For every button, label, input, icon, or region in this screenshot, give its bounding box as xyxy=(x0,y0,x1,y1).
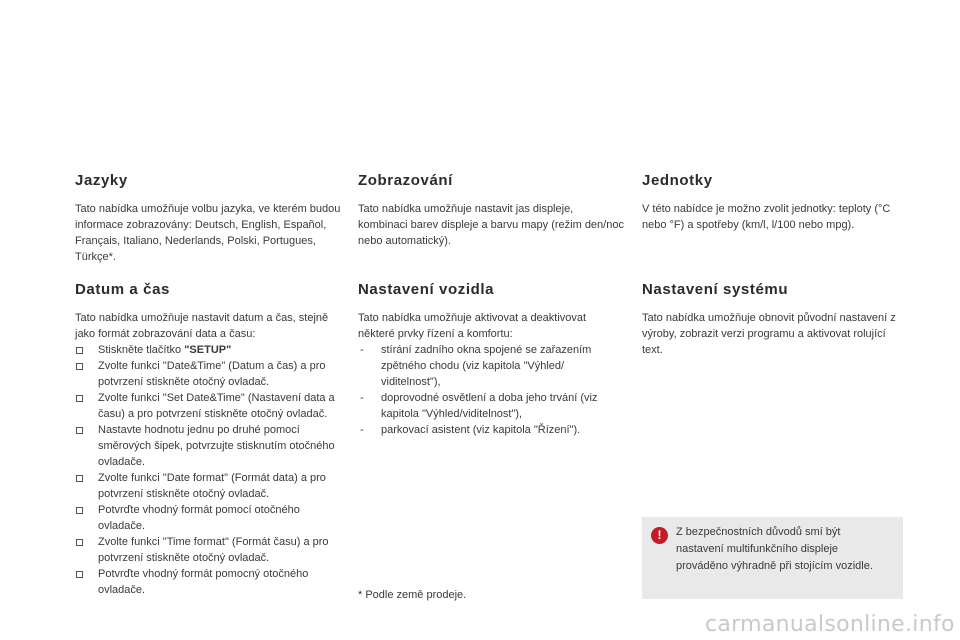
datetime-step xyxy=(75,534,343,566)
dash-marker: - xyxy=(360,424,364,436)
watermark: carmanualsonline.info xyxy=(705,612,955,637)
section-system xyxy=(642,281,908,358)
bullet-box-icon xyxy=(76,363,83,370)
vehicle-item xyxy=(358,342,624,390)
datetime-step xyxy=(75,502,343,534)
datetime-step xyxy=(75,422,343,470)
step-text: Stiskněte tlačítko xyxy=(98,344,185,356)
step-text: Zvolte funkci "Set Date&Time" (Nastavení data a času) a pro potvrzení stiskněte otočný ovladač. xyxy=(98,392,335,420)
section-datetime xyxy=(75,281,343,598)
units-heading: Jednotky xyxy=(642,172,713,189)
bullet-box-icon xyxy=(76,571,83,578)
datetime-steps-list xyxy=(75,342,343,598)
column-left xyxy=(75,172,343,598)
vehicle-item-text: stírání zadního okna spojené se zařazením zpětného chodu (viz kapitola "Výhled/ viditelnost"), xyxy=(381,344,592,388)
datetime-heading: Datum a čas xyxy=(75,281,170,298)
step-bold-text: "SETUP" xyxy=(184,344,232,356)
bullet-box-icon xyxy=(76,395,83,402)
step-text: Potvrďte vhodný formát pomocí otočného ovladače. xyxy=(98,504,300,532)
vehicle-item xyxy=(358,390,624,422)
section-languages xyxy=(75,172,343,265)
vehicle-item-text: doprovodné osvětlení a doba jeho trvání (viz kapitola "Výhled/viditelnost"), xyxy=(381,392,598,420)
datetime-intro: Tato nabídka umožňuje nastavit datum a čas, stejně jako formát zobrazování data a času: xyxy=(75,312,329,340)
section-vehicle xyxy=(358,281,624,438)
vehicle-items-list xyxy=(358,342,624,438)
vehicle-item xyxy=(358,422,624,438)
section-units xyxy=(642,172,908,233)
vehicle-heading: Nastavení vozidla xyxy=(358,281,495,298)
step-text: Zvolte funkci "Time format" (Formát času) a pro potvrzení stiskněte otočný ovladač. xyxy=(98,536,329,564)
safety-warning-box xyxy=(642,517,903,599)
bullet-box-icon xyxy=(76,427,83,434)
units-text: V této nabídce je možno zvolit jednotky: teploty (°C nebo °F) a spotřeby (km/l, l/100 nebo mpg). xyxy=(642,203,891,231)
step-text: Nastavte hodnotu jednu po druhé pomocí směrových šipek, potvrzujte stisknutím otočného ovladače. xyxy=(98,424,335,468)
datetime-step xyxy=(75,390,343,422)
bullet-box-icon xyxy=(76,539,83,546)
step-text: Zvolte funkci "Date&Time" (Datum a čas) a pro potvrzení stiskněte otočný ovladač. xyxy=(98,360,326,388)
datetime-step xyxy=(75,342,343,358)
datetime-step xyxy=(75,358,343,390)
dash-marker: - xyxy=(360,392,364,404)
bullet-box-icon xyxy=(76,475,83,482)
display-heading: Zobrazování xyxy=(358,172,453,189)
languages-text: Tato nabídka umožňuje volbu jazyka, ve kterém budou informace zobrazovány: Deutsch, English, Español, Français, Italiano, Nederlands, Polski, Portugues, Türkçe*. xyxy=(75,203,341,263)
exclamation-icon xyxy=(651,527,668,544)
step-text: Potvrďte vhodný formát pomocný otočného ovladače. xyxy=(98,568,309,596)
footnote: * Podle země prodeje. xyxy=(358,589,467,601)
vehicle-item-text: parkovací asistent (viz kapitola "Řízení"). xyxy=(381,424,581,436)
step-text: Zvolte funkci "Date format" (Formát data) a pro potvrzení stiskněte otočný ovladač. xyxy=(98,472,326,500)
vehicle-intro: Tato nabídka umožňuje aktivovat a deaktivovat některé prvky řízení a komfortu: xyxy=(358,312,587,340)
dash-marker: - xyxy=(360,344,364,356)
warning-text: Z bezpečnostních důvodů smí být nastavení multifunkčního displeje prováděno výhradně při stojícím vozidle. xyxy=(676,526,873,572)
column-middle xyxy=(358,172,624,438)
system-heading: Nastavení systému xyxy=(642,281,789,298)
bullet-box-icon xyxy=(76,507,83,514)
display-text: Tato nabídka umožňuje nastavit jas displeje, kombinaci barev displeje a barvu mapy (režim den/noc nebo automatický). xyxy=(358,203,624,247)
datetime-step xyxy=(75,566,343,598)
languages-heading: Jazyky xyxy=(75,172,128,189)
bullet-box-icon xyxy=(76,347,83,354)
datetime-step xyxy=(75,470,343,502)
system-text: Tato nabídka umožňuje obnovit původní nastavení z výroby, zobrazit verzi programu a aktivovat rolující text. xyxy=(642,312,896,356)
column-right xyxy=(642,172,908,358)
section-display xyxy=(358,172,624,249)
